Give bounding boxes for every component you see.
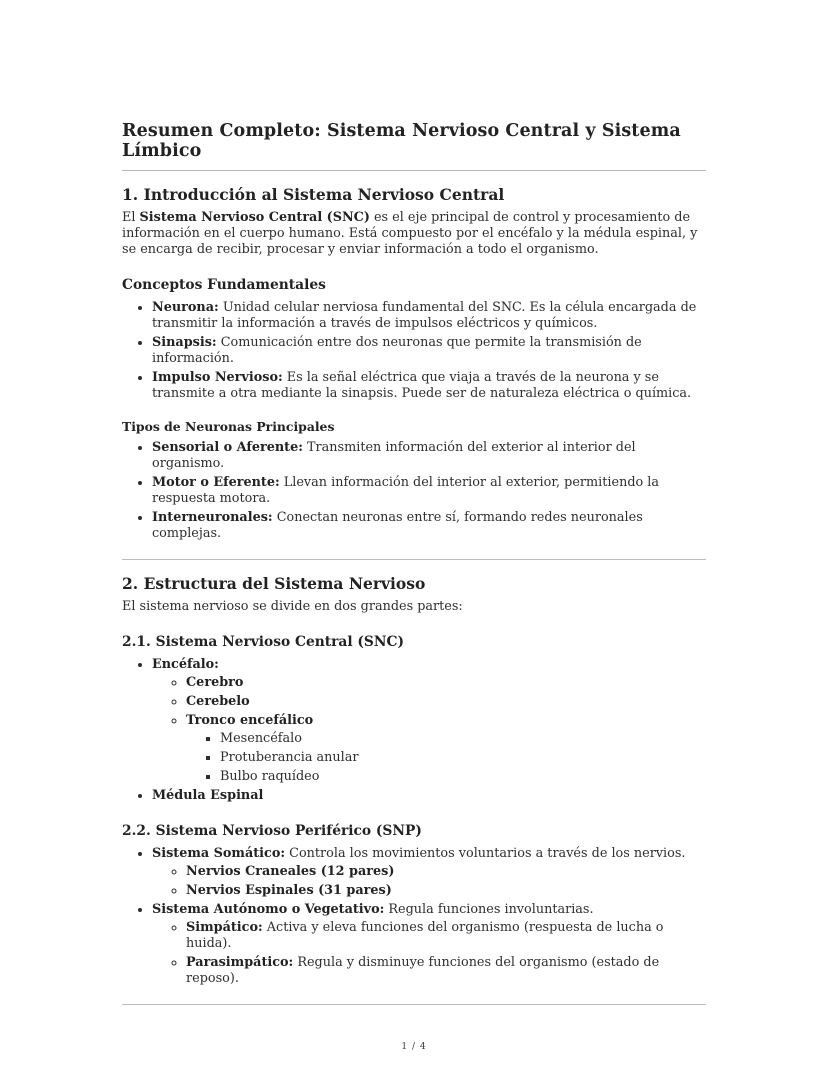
list-item bbox=[152, 846, 706, 899]
paragraph-suffix: es el eje principal de control y procesamiento de información en el cuerpo humano. Está compuesto por el encéfalo y la médula espinal, y se encarga de recibir, procesar y enviar información a todo el organismo. bbox=[122, 210, 698, 257]
term-label: Neurona: bbox=[152, 300, 219, 315]
page-indicator: 1 / 4 bbox=[401, 1042, 427, 1052]
term-label: Médula Espinal bbox=[152, 788, 264, 803]
list-item: ▪ Mesencéfalo bbox=[220, 731, 706, 747]
term-label: Nervios Espinales (31 pares) bbox=[186, 883, 392, 898]
term-label: Impulso Nervioso: bbox=[152, 370, 283, 385]
term-label: Interneuronales: bbox=[152, 510, 273, 525]
footer-divider bbox=[122, 1004, 706, 1005]
somatico-sublist bbox=[152, 864, 706, 899]
encefalo-sublist bbox=[152, 675, 706, 785]
concepts-heading: Conceptos Fundamentales bbox=[122, 277, 326, 293]
section-1-intro-paragraph bbox=[122, 210, 706, 258]
snc-list bbox=[122, 657, 706, 804]
concepts-list bbox=[122, 300, 706, 402]
term-definition: Llevan información del interior al exterior, permitiendo la respuesta motora. bbox=[152, 475, 660, 506]
snp-list bbox=[122, 846, 706, 987]
term-definition: Regula y disminuye funciones del organismo (estado de reposo). bbox=[186, 955, 660, 986]
section-1-heading: 1. Introducción al Sistema Nervioso Central bbox=[122, 185, 505, 204]
list-item bbox=[152, 475, 706, 507]
list-item bbox=[186, 675, 706, 691]
document-title: Resumen Completo: Sistema Nervioso Central y Sistema Límbico bbox=[122, 0, 706, 171]
paragraph-prefix: El bbox=[122, 210, 140, 225]
term-definition: Unidad celular nerviosa fundamental del SNC. Es la célula encargada de transmitir la información a través de impulsos eléctricos y químicos. bbox=[152, 300, 697, 331]
term-label: Parasimpático: bbox=[186, 955, 294, 970]
term-definition: Activa y eleva funciones del organismo (respuesta de lucha o huida). bbox=[186, 920, 664, 951]
paragraph-bold-term: Sistema Nervioso Central (SNC) bbox=[139, 210, 370, 225]
list-item bbox=[186, 864, 706, 880]
term-label: Encéfalo: bbox=[152, 657, 219, 672]
tronco-sublist bbox=[186, 731, 706, 785]
neuron-types-list bbox=[122, 440, 706, 542]
snp-heading: 2.2. Sistema Nervioso Periférico (SNP) bbox=[122, 823, 422, 839]
list-item bbox=[152, 300, 706, 332]
list-item bbox=[186, 955, 706, 987]
list-item bbox=[186, 713, 706, 785]
section-2-heading: 2. Estructura del Sistema Nervioso bbox=[122, 574, 426, 593]
list-item bbox=[152, 902, 706, 987]
list-item bbox=[186, 883, 706, 899]
term-label: Motor o Eferente: bbox=[152, 475, 280, 490]
term-label: Sistema Autónomo o Vegetativo: bbox=[152, 902, 385, 917]
term-label: Cerebelo bbox=[186, 694, 250, 709]
term-definition: Transmiten información del exterior al interior del organismo. bbox=[152, 440, 636, 471]
list-item bbox=[186, 694, 706, 710]
term-label: Simpático: bbox=[186, 920, 263, 935]
snc-heading: 2.1. Sistema Nervioso Central (SNC) bbox=[122, 634, 404, 650]
term-label: Cerebro bbox=[186, 675, 244, 690]
section-divider bbox=[122, 559, 706, 560]
term-definition: Comunicación entre dos neuronas que permite la transmisión de información. bbox=[152, 335, 642, 366]
list-item bbox=[186, 920, 706, 952]
list-item bbox=[152, 440, 706, 472]
list-item bbox=[152, 657, 706, 785]
term-label: Sensorial o Aferente: bbox=[152, 440, 303, 455]
term-label: Tronco encefálico bbox=[186, 713, 314, 728]
list-item bbox=[152, 370, 706, 402]
section-2-intro-paragraph: El sistema nervioso se divide en dos grandes partes: bbox=[122, 599, 463, 614]
document-content bbox=[122, 0, 706, 1005]
list-item: ▪ Bulbo raquídeo bbox=[220, 769, 706, 785]
neuron-types-heading: Tipos de Neuronas Principales bbox=[122, 419, 335, 434]
list-item bbox=[152, 510, 706, 542]
term-definition: Es la señal eléctrica que viaja a través de la neurona y se transmite a otra mediante la sinapsis. Puede ser de naturaleza eléctrica o química. bbox=[152, 370, 692, 401]
term-definition: Controla los movimientos voluntarios a través de los nervios. bbox=[285, 846, 686, 861]
term-label: Nervios Craneales (12 pares) bbox=[186, 864, 395, 879]
term-label: Sinapsis: bbox=[152, 335, 217, 350]
list-item bbox=[152, 335, 706, 367]
term-definition: Regula funciones involuntarias. bbox=[384, 902, 594, 917]
list-item: ▪ Protuberancia anular bbox=[220, 750, 706, 766]
term-label: Sistema Somático: bbox=[152, 846, 286, 861]
term-definition: Conectan neuronas entre sí, formando redes neuronales complejas. bbox=[152, 510, 643, 541]
list-item bbox=[152, 788, 706, 804]
autonomo-sublist bbox=[152, 920, 706, 987]
